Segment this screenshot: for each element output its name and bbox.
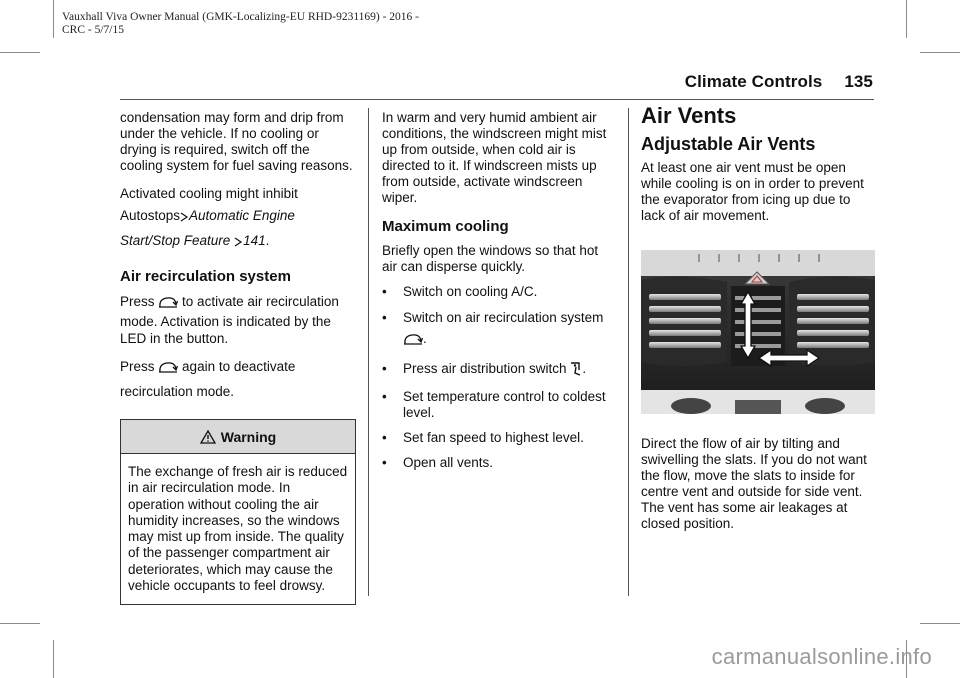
heading-adjustable-air-vents: Adjustable Air Vents <box>641 134 816 154</box>
cross-reference[interactable]: Automatic Engine Start/Stop Feature <box>120 208 295 248</box>
paragraph-text: Press <box>120 294 155 309</box>
warning-body: The exchange of fresh air is reduced in air recirculation mode. In operation without cooling the air humidity increases, so the windows may mist up from inside. The quality of the passenger compartment air deteriorates, which may cause the vehicle occupants to feel drowsy. <box>128 464 348 594</box>
recirculation-icon <box>403 331 423 352</box>
heading-air-vents: Air Vents <box>641 103 737 128</box>
list-item: • Set fan speed to highest level. <box>382 430 616 446</box>
warning-title: Warning <box>220 428 277 445</box>
list-item: • Switch on air recirculation system . <box>382 307 616 352</box>
list-item-text: Set temperature control to coldest level. <box>403 389 606 420</box>
header-rule <box>120 99 874 100</box>
section-title <box>685 72 873 92</box>
period: . <box>265 233 270 248</box>
crop-mark <box>920 52 960 53</box>
column-2 <box>382 110 616 480</box>
subheading-air-recirculation: Air recirculation system <box>120 268 291 285</box>
list-item-text: Switch on cooling A/C. <box>403 284 538 299</box>
section-name: Climate Controls <box>684 72 823 91</box>
list-item: • Open all vents. <box>382 455 616 471</box>
column-divider <box>368 108 369 596</box>
list-item: • Set temperature control to coldest level. <box>382 389 616 421</box>
paragraph: In warm and very humid ambient air conditions, the windscreen might mist up from outside, when cold air is directed to it. If windscreen mists up from outside, activate windscreen wiper. <box>382 110 607 205</box>
warning-header <box>121 420 355 454</box>
paragraph: Direct the flow of air by tilting and swivelling the slats. If you do not want the flow, move the slats to inside for centre vent and outside for side vent. The vent has some air leakages at closed position. <box>641 436 867 531</box>
list-item: • Switch on cooling A/C. <box>382 284 616 300</box>
subheading-maximum-cooling: Maximum cooling <box>382 218 509 235</box>
paragraph-text: again to deactivate recirculation mode. <box>120 359 296 399</box>
paragraph: At least one air vent must be open while cooling is on in order to prevent the evaporator from icing up due to lack of air movement. <box>641 160 864 223</box>
print-header-line2: CRC - 5/7/15 <box>62 24 124 36</box>
column-3 <box>641 103 875 541</box>
crop-mark <box>0 52 40 53</box>
paragraph: condensation may form and drip from under the vehicle. If no cooling or drying is required, switch off the cooling system for fuel saving reasons. <box>120 110 353 173</box>
list-item-text: Switch on air recirculation system <box>403 310 604 325</box>
paragraph-text: to activate air recirculation mode. Activation is indicated by the LED in the button. <box>120 294 339 346</box>
crop-mark <box>53 0 54 38</box>
list-item-text: Press air distribution switch <box>403 361 567 376</box>
crop-mark <box>906 0 907 38</box>
paragraph: Briefly open the windows so that hot air can disperse quickly. <box>382 243 599 274</box>
paragraph <box>120 183 356 255</box>
column-1 <box>120 110 356 605</box>
paragraph-text: Autostops <box>120 208 181 223</box>
paragraph-text: Activated cooling might inhibit <box>120 186 298 201</box>
list-item-text: Open all vents. <box>403 455 494 470</box>
recirculation-icon <box>158 296 178 313</box>
warning-box <box>120 419 356 605</box>
paragraph <box>120 293 356 347</box>
list-item-text: Set fan speed to highest level. <box>403 430 584 445</box>
reference-arrow-icon <box>234 233 243 255</box>
crop-mark <box>53 640 54 678</box>
watermark: carmanualsonline.info <box>711 644 932 669</box>
print-header-line1: Vauxhall Viva Owner Manual (GMK-Localizing-EU RHD-9231169) - 2016 - <box>62 11 420 23</box>
reference-arrow-icon <box>180 208 189 230</box>
column-divider <box>628 108 629 596</box>
crop-mark <box>920 623 960 624</box>
page-number: 135 <box>844 72 873 91</box>
air-distribution-icon <box>570 361 582 380</box>
recirculation-icon <box>158 359 178 381</box>
paragraph <box>120 356 356 403</box>
crop-mark <box>0 623 40 624</box>
list-item: • Press air distribution switch . <box>382 361 616 380</box>
print-header <box>62 11 419 37</box>
air-vents-photo <box>641 250 875 414</box>
cross-reference-page[interactable]: 141 <box>243 233 266 248</box>
warning-triangle-icon <box>200 430 216 444</box>
paragraph-text: Press <box>120 359 155 374</box>
